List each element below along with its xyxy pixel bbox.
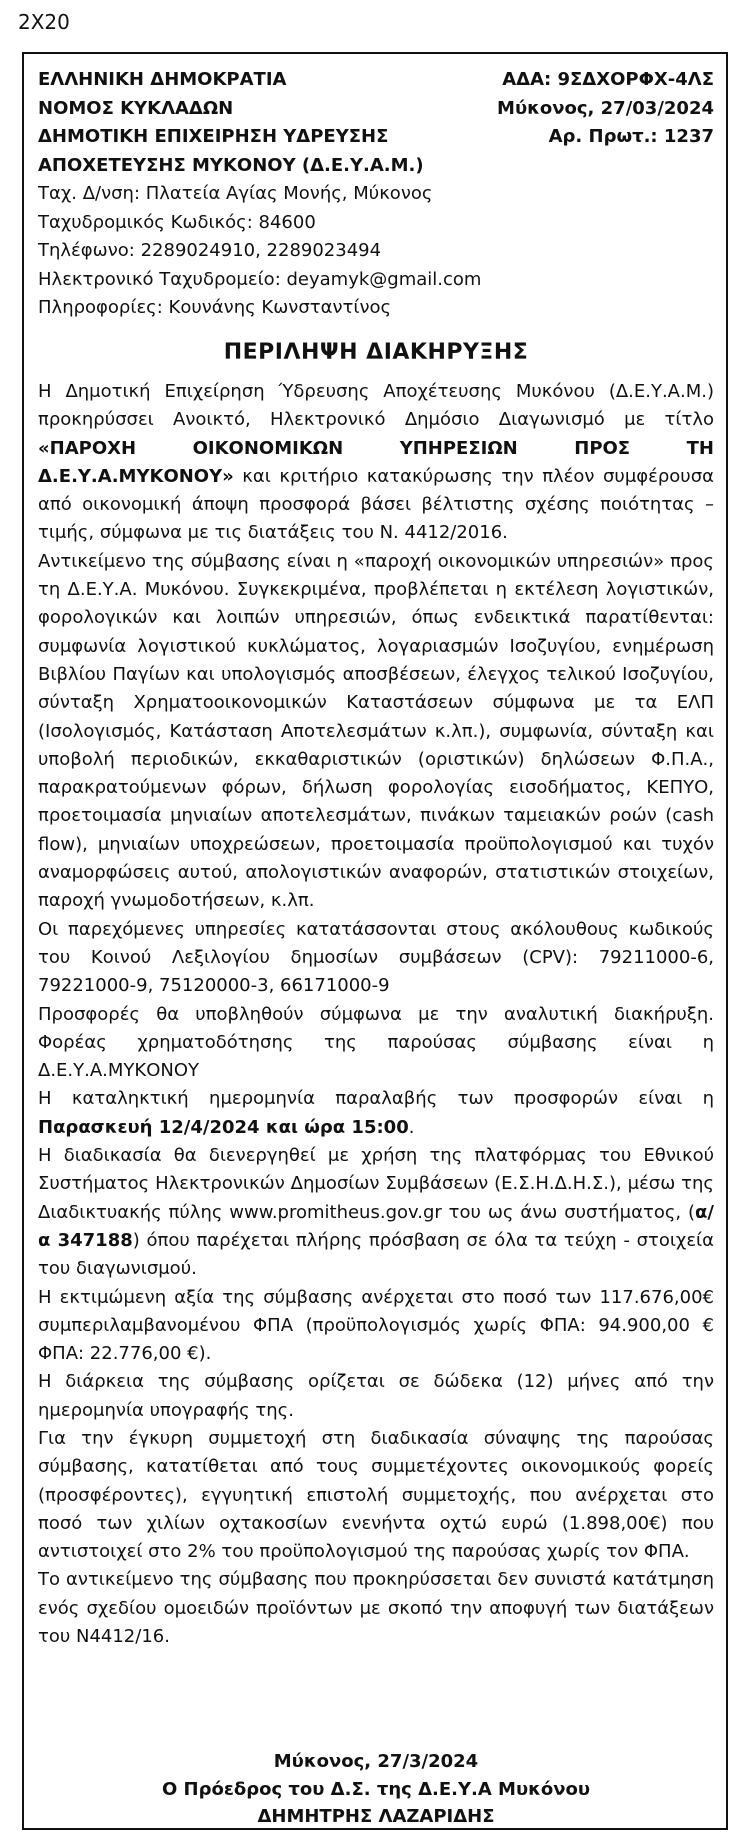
header-organization-line1: ΔΗΜΟΤΙΚΗ ΕΠΙΧΕΙΡΗΣΗ ΥΔΡΕΥΣΗΣ [38, 126, 389, 147]
contact-email: Ηλεκτρονικό Ταχυδρομείο: deyamyk@gmail.com [38, 268, 482, 290]
tender-title: «ΠΑΡΟΧΗ ΟΙΚΟΝΟΜΙΚΩΝ ΥΠΗΡΕΣΙΩΝ ΠΡΟΣ ΤΗ Δ.Ε.Υ.Α.ΜΥΚΟΝΟΥ» [38, 437, 714, 487]
paragraph-deadline: Η καταληκτική ημερομηνία παραλαβής των προσφορών είναι η Παρασκευή 12/4/2024 και ώρα 15:00. [38, 1088, 714, 1138]
paragraph-cpv: Οι παρεχόμενες υπηρεσίες κατατάσσονται στους ακόλουθους κωδικούς του Κοινού Λεξιλογίου δημοσίων συμβάσεων (CPV): 79211000-6, 79221000-9, 75120000-3, 66171000-9 [38, 918, 714, 997]
header-country: ΕΛΛΗΝΙΚΗ ΔΗΜΟΚΡΑΤΙΑ [38, 69, 287, 90]
deadline-date: Παρασκευή 12/4/2024 και ώρα 15:00 [38, 1116, 409, 1138]
paragraph-subject: Αντικείμενο της σύμβασης είναι η «παροχή οικονομικών υπηρεσιών» προς τη Δ.Ε.Υ.Α. Μυκόνου. Συγκεκριμένα, προβλέπεται η εκτέλεση λογιστικών, φορολογικών και λοιπών υπηρεσιών, όπως ενδεικτικά παρατίθενται: συμφωνία λογιστικού κυκλώματος, λογαριασμών Ισοζυγίου, ενημέρωση Βιβλίου Παγίων και υπολογισμός αποσβέσεων, έλεγχος τελικού Ισοζυγίου, σύνταξη Χρηματοοικονομικών Καταστάσεων σύμφωνα με τα ΕΛΠ (Ισολογισμός, Κατάσταση Αποτελεσμάτων κ.λπ.), συμφωνία, σύνταξη και υποβολή περιοδικών, εκκαθαριστικών (οριστικών) δηλώσεων Φ.Π.Α., παρακρατούμενων φόρων, δήλωση φορολογίας εισοδήματος, ΚΕΠΥΟ, προετοιμασία μηνιαίων αποτελεσμάτων, πινάκων ταμειακών ροών (cash flow), μηνιαίων υποχρεώσεων, προετοιμασία προϋπολογισμού και τυχόν αναμορφώσεις αυτού, απολογιστικών αναφορών, στατιστικών στοιχείων, παροχή γνωμοδοτήσεων, κ.λπ. [38, 550, 714, 912]
signature-block [38, 1748, 714, 1831]
signature-place-date: Μύκονος, 27/3/2024 [273, 1751, 479, 1772]
notice-body [38, 378, 714, 1651]
signature-role: Ο Πρόεδρος του Δ.Σ. της Δ.Ε.Υ.Α Μυκόνου [161, 1778, 591, 1800]
contact-postal-code: Ταχυδρομικός Κωδικός: 84600 [38, 211, 316, 233]
contact-information-person: Πληροφορίες: Κουνάνης Κωνσταντίνος [38, 297, 392, 318]
page-corner-label: 2X20 [18, 10, 70, 34]
contact-phone: Τηλέφωνο: 2289024910, 2289023494 [38, 240, 382, 261]
header-prefecture: ΝΟΜΟΣ ΚΥΚΛΑΔΩΝ [38, 97, 234, 119]
paragraph-duration: Η διάρκεια της σύμβασης ορίζεται σε δώδεκα (12) μήνες από την ημερομηνία υπογραφής της. [38, 1371, 714, 1421]
notice-title: ΠΕΡΙΛΗΨΗ ΔΙΑΚΗΡΥΞΗΣ [223, 340, 529, 365]
system-id: α/α 347188 [38, 1201, 714, 1251]
contact-address: Ταχ. Δ/νση: Πλατεία Αγίας Μονής, Μύκονος [38, 183, 433, 204]
header-protocol-number: Αρ. Πρωτ.: 1237 [548, 126, 714, 147]
paragraph-value: Η εκτιμώμενη αξία της σύμβασης ανέρχεται στο ποσό των 117.676,00€ συμπεριλαμβανομένου ΦΠΑ (προϋπολογισμός χωρίς ΦΠΑ: 94.900,00 € ΦΠΑ: 22.776,00 €). [38, 1286, 714, 1365]
header-organization-line2: ΑΠΟΧΕΤΕΥΣΗΣ ΜΥΚΟΝΟΥ (Δ.Ε.Υ.Α.Μ.) [38, 154, 424, 176]
header-date: Μύκονος, 27/03/2024 [497, 97, 714, 119]
paragraph-guarantee: Για την έγκυρη συμμετοχή στη διαδικασία σύναψης της παρούσας σύμβασης, κατατίθεται από τους συμμετέχοντες οικονομικούς φορείς (προσφέροντες), εγγυητική επιστολή συμμετοχής, που ανέρχεται στο ποσό των χιλίων οχτακοσίων ενενήντα οχτώ ευρώ (1.898,00€) που αντιστοιχεί στο 2% του προϋπολογισμού της παρούσας χωρίς τον ΦΠΑ. [38, 1427, 714, 1563]
paragraph-submission: Προσφορές θα υποβληθούν σύμφωνα με την αναλυτική διακήρυξη. Φορέας χρηματοδότησης της παρούσας σύμβασης είναι η Δ.Ε.Υ.Α.ΜΥΚΟΝΟΥ [38, 1003, 714, 1082]
notice-header [38, 66, 714, 323]
signature-name: ΔΗΜΗΤΡΗΣ ΛΑΖΑΡΙΔΗΣ [257, 1806, 495, 1827]
paragraph-platform: Η διαδικασία θα διενεργηθεί με χρήση της πλατφόρμας του Εθνικού Συστήματος Ηλεκτρονικών Δημοσίων Συμβάσεων (Ε.Σ.Η.Δ.Η.Σ.), μέσω της Διαδικτυακής πύλης www.promitheus.gov.gr του ως άνω συστήματος, (α/α 347188) όπου παρέχεται πλήρης πρόσβαση σε όλα τα τεύχη - στοιχεία του διαγωνισμού. [38, 1145, 715, 1280]
paragraph-intro: Η Δημοτική Επιχείρηση Ύδρευσης Αποχέτευσης Μυκόνου (Δ.Ε.Υ.Α.Μ.) προκηρύσσει Ανοικτό, Ηλεκτρονικό Δημόσιο Διαγωνισμό με τίτλο «ΠΑΡΟΧΗ ΟΙΚΟΝΟΜΙΚΩΝ ΥΠΗΡΕΣΙΩΝ ΠΡΟΣ ΤΗ Δ.Ε.Υ.Α.ΜΥΚΟΝΟΥ» και κριτήριο κατακύρωσης την πλέον συμφέρουσα από οικονομική άποψη προσφορά βάσει βέλτιστης σχέσης ποιότητας – τιμής, σύμφωνα με τις διατάξεις του Ν. 4412/2016. [38, 381, 714, 544]
paragraph-no-split: Το αντικείμενο της σύμβασης που προκηρύσσεται δεν συνιστά κατάτμηση ενός σχεδίου ομοειδών προϊόντων με σκοπό την αποφυγή των διατάξεων του Ν4412/16. [38, 1569, 714, 1648]
header-ada: ΑΔΑ: 9ΣΔΧΟΡΦΧ-4ΛΣ [502, 69, 714, 90]
